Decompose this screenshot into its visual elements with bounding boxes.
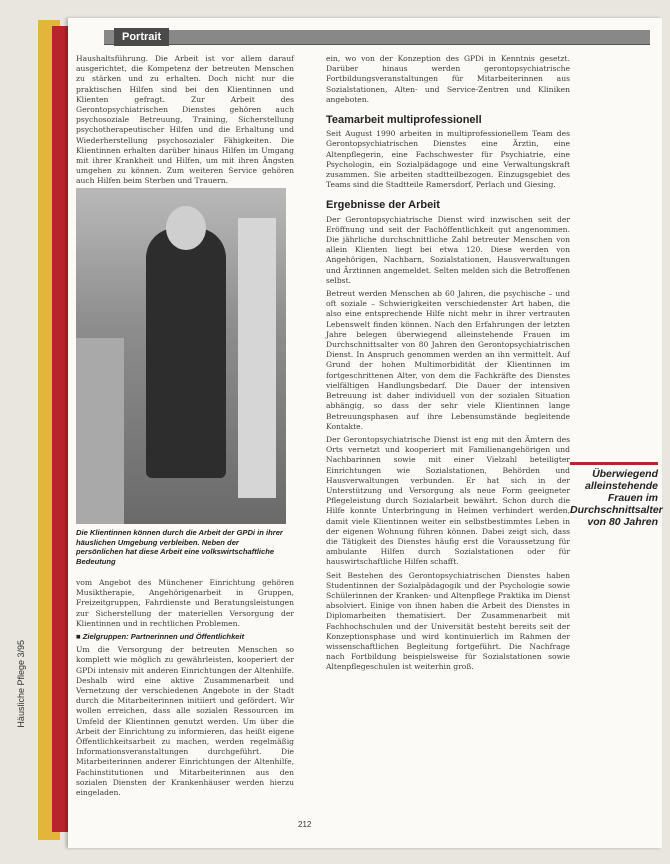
left-column-bottom (76, 578, 294, 801)
section-tag: Portrait (114, 28, 169, 46)
subhead: ■ Zielgruppen: Partnerinnen und Öffentlichkeit (76, 632, 245, 642)
header-bar (104, 30, 650, 45)
paragraph: Seit Bestehen des Gerontopsychiatrischen Dienstes haben Studentinnen der Sozialpädagogik und der Psychologie sowie Schülerinnen der Kranken- und Altenpflege Praktika im Dienst absolviert. Einige von ihnen haben die Arbeit des Dienstes in Diplomarbeiten thematisiert. Der Zusammenarbeit mit Fachhochschulen und der Universität besteht bereits seit der Konzeptionsphase und wird kontinuierlich im Rahmen der wissenschaftlichen Begleitung fortgeführt. Die Nachfrage nach Fortbildung beispielsweise für Sozialstationen sowie Altenpflegeschulen ist weiterhin groß. (326, 570, 570, 672)
paragraph: ein, wo von der Konzeption des GPDi in Kenntnis gesetzt. Darüber hinaus werden gerontopsychiatrische Fortbildungsveranstaltungen für Mitarbeiterinnen aus Sozialstationen, Alten- und Service-Zentren und Kliniken angeboten. (326, 54, 570, 104)
heading-results: Ergebnisse der Arbeit (326, 199, 440, 212)
photo-door (238, 218, 276, 498)
photo-elderly-woman (76, 188, 286, 524)
pullquote: Überwiegend alleinstehende Frauen im Durchschnittsalter von 80 Jahren (570, 462, 658, 528)
right-column (326, 54, 570, 676)
paragraph: Betreut werden Menschen ab 60 Jahren, die psychische – und oft soziale – Schwierigkeiten verschiedenster Art haben, die also eine entsprechende Hilfe nicht mehr in ihrer vertrauten Lebenswelt finden können. Nach den Erfahrungen der letzten Jahre belegen überwiegend alleinstehende Frauen im Durchschnittsalter von 80 Jahren den Gerontopsychiatrischen Dienst. In Anspruch genommen werden an ihn vermittelt. Auf Grund der hohen Multimorbidität der Klientinnen im fortgeschrittenen Alter, von dem die Fachkräfte des Dienstes vielfältigen Handlungsbedarf. Die Dauer der intensiven Betreuung ist daher individuell von der sozialen Situation abhängig, so dass der sehr viele Klientinnen lange Betreuungsphasen auf ihre Lebensumstände begleitende Kontakte. (326, 289, 570, 431)
photo-shelf (76, 338, 124, 524)
paragraph: Der Gerontopsychiatrische Dienst ist eng mit den Ämtern des Orts vernetzt und kooperiert mit Familienangehörigen und Nachbarinnen sowie mit einer Vielzahl beteiligter Einrichtungen wie Sozialstationen, Behörden und Hausverwaltungen verbunden. Er hat sich in der Unterstützung und Versorgung als neue Form geeigneter Pflegeleistung durch Sozialarbeit bewährt. Schon durch die Hilfe konnte Unterbringung in Heimen verhindert werden, damit viele Klientinnen weiter ein selbstbestimmtes Leben in der eigenen Wohnung führen können. Dabei zeigt sich, dass die Tätigkeit des Dienstes häufig erst die Voraussetzung für ambulante Hilfen durch Sozialstationen oder für hauswirtschaftliche Hilfen schafft. (326, 434, 570, 567)
paragraph: Seit August 1990 arbeiten in multiprofessionellem Team des Gerontopsychiatrischen Dienstes eine Ärztin, eine Altenpflegerin, eine Fachschwester für Psychiatrie, eine Psychologin, ein Sozialpädagoge und eine Verwaltungskraft zusammen. Sie arbeiten stadtteilbezogen. Einzugsgebiet des Teams sind die Stadtteile Ramersdorf, Perlach und Giesing. (326, 129, 570, 190)
photo-figure (146, 228, 226, 478)
paragraph: Haushaltsführung. Die Arbeit ist vor allem darauf ausgerichtet, die Kompetenz der betreuten Menschen zu stärken und zu erhalten. Doch nicht nur die praktischen Hilfen sind bei den Klientinnen und Klienten gefragt. Zur Arbeit des Gerontopsychiatrischen Dienstes gehören auch psychosoziale Betreuung, Training, Sicherstellung psychotherapeutischer Hilfen und die Erhaltung und Wiederherstellung psychosozialer Fähigkeiten. Die Klientinnen erhalten darüber hinaus Hilfen im Umgang mit ihrer Krankheit und Hilfen, um mit ihren Ängsten umgehen zu können. Zum weiteren Service gehören auch Hilfen beim Sterben und Trauern. (76, 54, 294, 186)
journal-side-label: Häusliche Pflege 3/95 (16, 640, 26, 728)
paragraph: Der Gerontopsychiatrische Dienst wird inzwischen seit der Eröffnung und seit der Fachöffentlichkeit gut angenommen. Die jährliche durchschnittliche Zahl betreuter Menschen von allein Klienten liegt bei etwa 120. Diese werden von Angehörigen, Nachbarn, Sozialstationen, Hausverwaltungen und Ärztinnen angemeldet. Selten melden sich die Betroffenen selbst. (326, 214, 570, 285)
paragraph: vom Angebot des Münchener Einrichtung gehören Musiktherapie, Angehörigenarbeit in Gruppen, Freizeitgruppen, Fahrdienste und Beratungsleistungen zur Sicherstellung der materiellen Versorgung der Klientinnen und in rechtlichen Problemen. (76, 578, 294, 628)
subhead-text: Zielgruppen: Partnerinnen und Öffentlichkeit (82, 632, 245, 642)
photo-caption: Die Klientinnen können durch die Arbeit der GPDi in ihrer häuslichen Umgebung verbleiben. Neben der persönlichen hat diese Arbeit eine volkswirtschaftliche Bedeutung (76, 528, 283, 566)
photo-head (166, 206, 206, 250)
page-number: 212 (298, 820, 312, 829)
paragraph: Um die Versorgung der betreuten Menschen so komplett wie möglich zu gewährleisten, kooperiert der GPDi intensiv mit anderen Einrichtungen der Altenhilfe. Deshalb wird eine aktive Zusammenarbeit und Vernetzung der verschiedenen Angebote in der Stadt durch die Mitarbeiterinnen initiiert und gefördert. Wir wollen erreichen, dass alle sozialen Ressourcen im Umfeld der Klientinnen genutzt werden. Um über die Arbeit der Einrichtung zu informieren, das heißt eigene Öffentlichkeitsarbeit zu machen, werden regelmäßig Informationsveranstaltungen durchgeführt. Die Mitarbeiterinnen anderer Einrichtungen der Altenhilfe, Fachinstitutionen und Mitarbeiterinnen aus den sozialen Diensten der Krankenhäuser werden hierzu eingeladen. (76, 645, 294, 798)
heading-team: Teamarbeit multiprofessionell (326, 114, 482, 127)
left-column-top (76, 54, 294, 190)
